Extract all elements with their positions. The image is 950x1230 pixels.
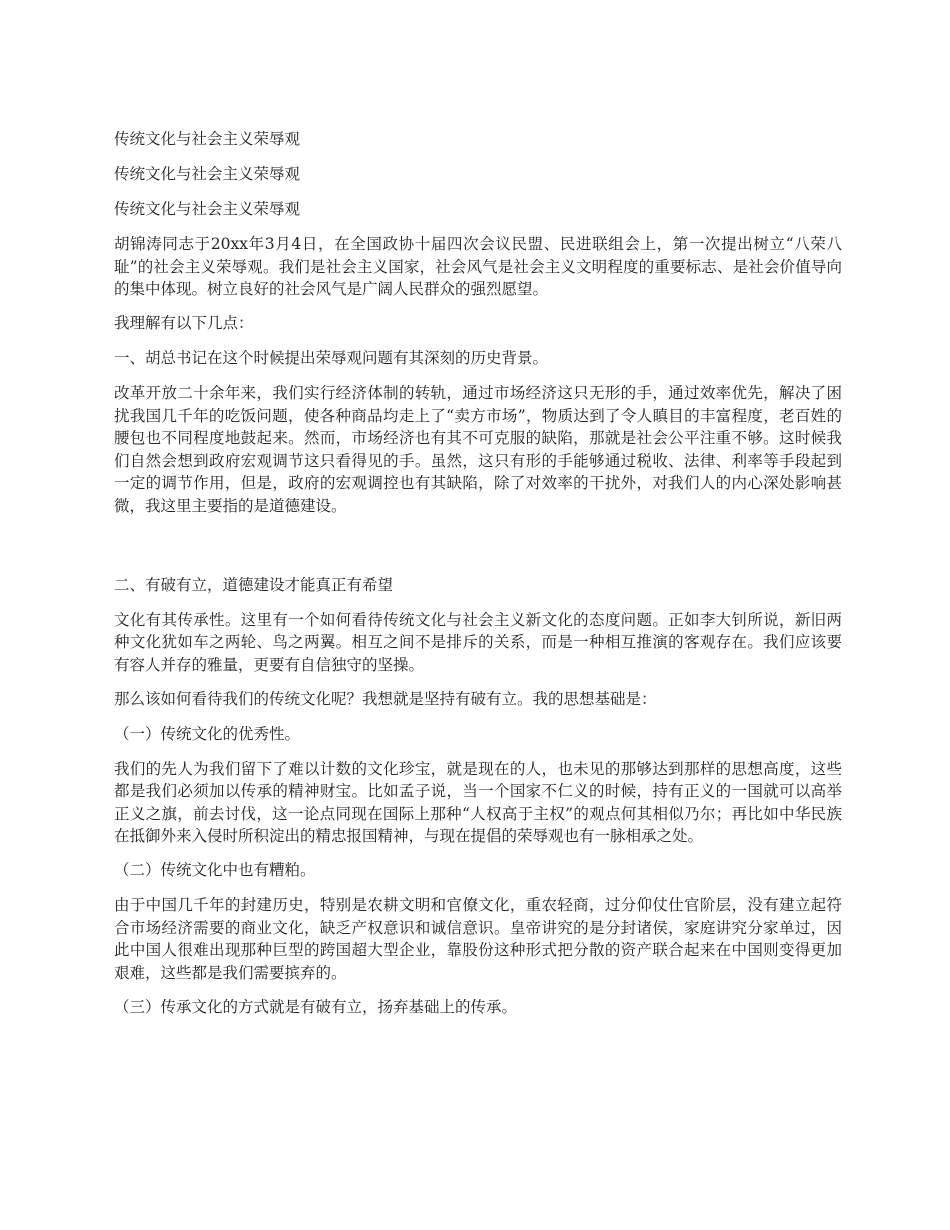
section-gap <box>114 529 842 574</box>
subheading-inheritance-method: （三）传承文化的方式就是有破有立，扬弃基础上的传承。 <box>114 997 518 1016</box>
paragraph-feudal-history: 由于中国几千年的封建历史，特别是农耕文明和官僚文化，重农轻商，过分仰仗仕官阶层，没有建立起符合市场经济需要的商业文化，缺乏产权意识和诚信意识。皇帝讲究的是分封诸侯，家庭讲究分家单过，因此中国人很难出现那种巨型的跨国超大型企业，靠股份这种形式把分散的资产联合起来在中国则变得更加艰难，这些都是我们需要摈弃的。 <box>114 896 842 982</box>
paragraph-reform: 改革开放二十余年来，我们实行经济体制的转轨，通过市场经济这只无形的手，通过效率优先，解决了困扰我国几千年的吃饭问题，使各种商品均走上了“卖方市场”，物质达到了令人瞋目的丰富程度，老百姓的腰包也不同程度地鼓起来。然而，市场经济也有其不可克服的缺陷，那就是社会公平注重不够。这时候我们自然会想到政府宏观调节这只看得见的手。虽然，这只有形的手能够通过税收、法律、利率等手段起到一定的调节作用，但是，政府的宏观调控也有其缺陷，除了对效率的干扰外，对我们人的内心深处影响甚微，我这里主要指的是道德建设。 <box>114 384 842 515</box>
paragraph-ancestors: 我们的先人为我们留下了难以计数的文化珍宝，就是现在的人，也未见的那够达到那样的思想高度，这些都是我们必须加以传承的精神财宝。比如孟子说，当一个国家不仁义的时候，持有正义的一国就可以高举正义之旗，前去讨伐，这一论点同现在国际上那种“人权高于主权”的观点何其相似乃尔；再比如中华民族在抵御外来入侵时所积淀出的精忠报国精神，与现在提倡的荣辱观也有一脉相承之处。 <box>114 759 842 845</box>
document-page <box>114 128 842 1031</box>
title-line-2: 传统文化与社会主义荣辱观 <box>114 165 301 183</box>
section-heading-1: 一、胡总书记在这个时候提出荣辱观问题有其深刻的历史背景。 <box>114 349 549 367</box>
paragraph-intro: 胡锦涛同志于20xx年3月4日，在全国政协十届四次会议民盟、民进联组会上，第一次提出树立“八荣八耻”的社会主义荣辱观。我们是社会主义国家，社会风气是社会主义文明程度的重要标志、是社会价值导向的集中体现。树立良好的社会风气是广阔人民群众的强烈愿望。 <box>114 235 842 298</box>
title-line-1: 传统文化与社会主义荣辱观 <box>114 130 301 148</box>
section-heading-2: 二、有破有立，道德建设才能真正有希望 <box>114 575 394 594</box>
paragraph-how-to-view: 那么该如何看待我们的传统文化呢？我想就是坚持有破有立。我的思想基础是： <box>114 689 657 708</box>
title-line-3: 传统文化与社会主义荣辱观 <box>114 200 301 218</box>
paragraph-culture-inheritance: 文化有其传承性。这里有一个如何看待传统文化与社会主义新文化的态度问题。正如李大钊所说，新旧两种文化犹如车之两轮、鸟之两翼。相互之间不是排斥的关系，而是一种相互推演的客观存在。我们应该要有容人并存的雅量，更要有自信独守的坚操。 <box>114 610 842 674</box>
paragraph-understanding: 我理解有以下几点： <box>114 314 254 332</box>
subheading-excellence: （一）传统文化的优秀性。 <box>114 724 301 743</box>
subheading-dross: （二）传统文化中也有糟粕。 <box>114 861 316 879</box>
